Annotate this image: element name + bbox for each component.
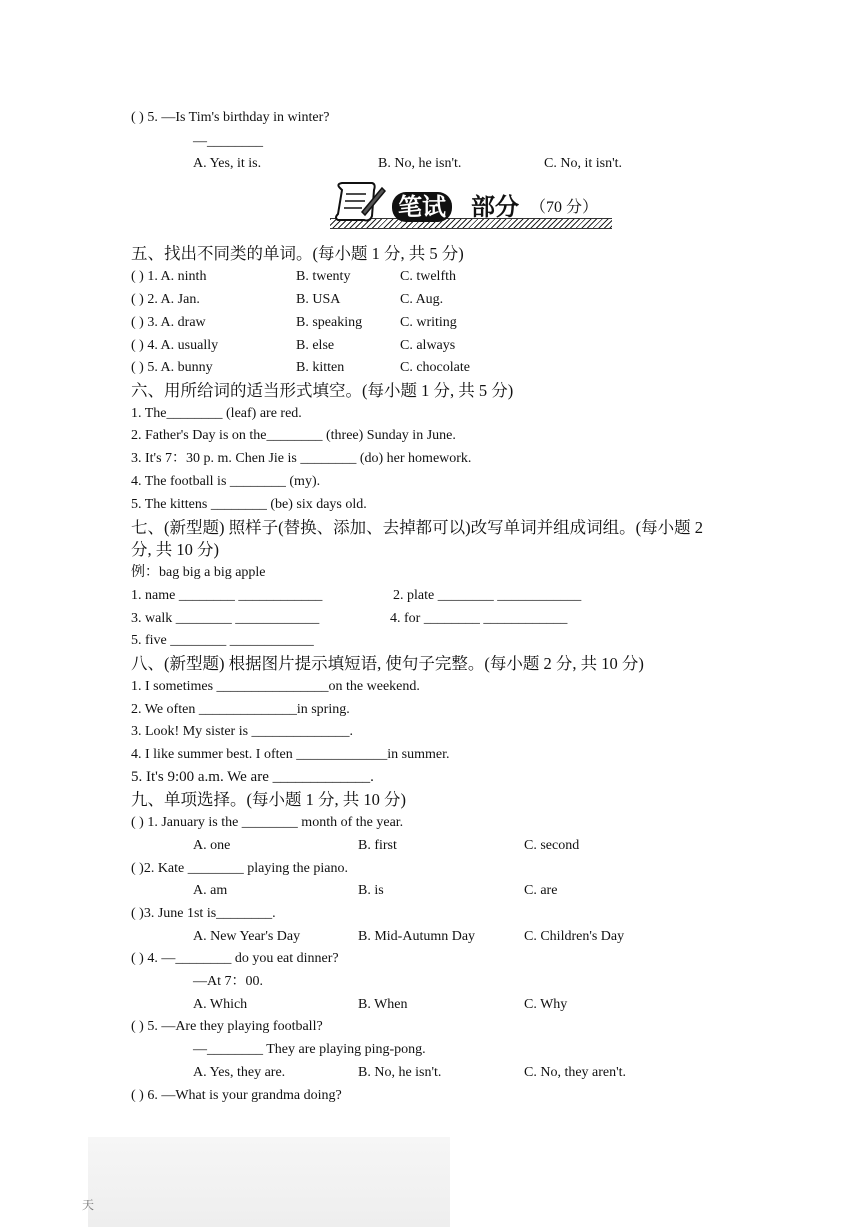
sec5-row-1-b: B. twenty: [296, 269, 351, 284]
sec9-q3-stem: ( )3. June 1st is________.: [131, 906, 276, 921]
sec5-row-5-c: C. chocolate: [400, 360, 470, 375]
sec6-item-3: 3. It's 7：30 p. m. Chen Jie is ________ (do) her homework.: [131, 451, 472, 466]
sec9-q5-option-a: A. Yes, they are.: [193, 1065, 286, 1080]
sec9-q2-stem: ( )2. Kate ________ playing the piano.: [131, 861, 348, 876]
sec9-q3-option-c: C. Children's Day: [524, 929, 625, 944]
sec9-q4-reply: —At 7：00.: [193, 974, 263, 989]
sec6-item-1: 1. The________ (leaf) are red.: [131, 406, 302, 421]
banner-subtitle: 部分: [471, 193, 519, 221]
sec7-example: 例：bag big a big apple: [131, 565, 266, 580]
sec8-item-4: 4. I like summer best. I often _____________in summer.: [131, 747, 450, 762]
sec9-heading: 九、单项选择。(每小题 1 分, 共 10 分): [131, 790, 406, 809]
sec7-heading-line2: 分, 共 10 分): [131, 540, 219, 559]
sec7-heading-line1: 七、(新型题) 照样子(替换、添加、去掉都可以)改写单词并组成词组。(每小题 2: [131, 518, 703, 537]
sec6-item-4: 4. The football is ________ (my).: [131, 474, 321, 489]
top-q5-answer-line: —________: [193, 134, 263, 149]
written-part-banner: [326, 180, 616, 236]
sec9-q4-stem: ( ) 4. —________ do you eat dinner?: [131, 951, 339, 966]
sec9-q4-option-a: A. Which: [193, 997, 248, 1012]
sec5-row-3-a: ( ) 3. A. draw: [131, 315, 206, 330]
sec9-q2-option-a: A. am: [193, 883, 228, 898]
sec7-item-2: 2. plate ________ ____________: [393, 588, 582, 603]
sec9-q5-option-b: B. No, he isn't.: [358, 1065, 442, 1080]
sec5-row-4-b: B. else: [296, 338, 335, 353]
corner-mark: 天: [82, 1198, 95, 1212]
sec5-row-2-a: ( ) 2. A. Jan.: [131, 292, 200, 307]
sec9-q1-option-b: B. first: [358, 838, 397, 853]
sec9-q5-stem: ( ) 5. —Are they playing football?: [131, 1019, 323, 1034]
sec8-item-1: 1. I sometimes ________________on the weekend.: [131, 679, 420, 694]
top-q5-stem: ( ) 5. —Is Tim's birthday in winter?: [131, 110, 330, 125]
sec5-row-1-c: C. twelfth: [400, 269, 456, 284]
sec7-item-5: 5. five ________ ____________: [131, 633, 314, 648]
sec8-item-5: 5. It's 9:00 a.m. We are _____________.: [131, 769, 374, 785]
top-q5-option-c: C. No, it isn't.: [544, 156, 622, 171]
sec9-q4-option-c: C. Why: [524, 997, 568, 1012]
sec6-heading: 六、用所给词的适当形式填空。(每小题 1 分, 共 5 分): [131, 381, 514, 400]
sec7-item-4: 4. for ________ ____________: [390, 611, 568, 626]
sec8-heading: 八、(新型题) 根据图片提示填短语, 使句子完整。(每小题 2 分, 共 10 分): [131, 654, 644, 673]
banner-score: （70 分）: [530, 199, 599, 216]
sec8-item-2: 2. We often ______________in spring.: [131, 702, 350, 717]
sec9-q1-option-a: A. one: [193, 838, 231, 853]
sec9-q1-option-c: C. second: [524, 838, 580, 853]
top-q5-option-b: B. No, he isn't.: [378, 156, 462, 171]
banner-title: 笔试: [392, 192, 452, 222]
sec9-q2-option-b: B. is: [358, 883, 384, 898]
sec5-heading: 五、找出不同类的单词。(每小题 1 分, 共 5 分): [131, 244, 464, 263]
sec7-item-3: 3. walk ________ ____________: [131, 611, 320, 626]
sec9-q1-stem: ( ) 1. January is the ________ month of the year.: [131, 815, 404, 830]
sec5-row-3-b: B. speaking: [296, 315, 363, 330]
sec7-item-1: 1. name ________ ____________: [131, 588, 323, 603]
sec9-q3-option-a: A. New Year's Day: [193, 929, 301, 944]
sec6-item-5: 5. The kittens ________ (be) six days old.: [131, 497, 367, 512]
sec5-row-2-b: B. USA: [296, 292, 341, 307]
sec5-row-1-a: ( ) 1. A. ninth: [131, 269, 207, 284]
sec6-item-2: 2. Father's Day is on the________ (three) Sunday in June.: [131, 428, 456, 443]
scroll-pen-icon: [332, 180, 386, 224]
footer-shade: [88, 1137, 450, 1227]
sec5-row-4-c: C. always: [400, 338, 456, 353]
sec8-item-3: 3. Look! My sister is ______________.: [131, 724, 354, 739]
sec9-q5-option-c: C. No, they aren't.: [524, 1065, 627, 1080]
sec9-q5-reply: —________ They are playing ping-pong.: [193, 1042, 426, 1057]
sec5-row-3-c: C. writing: [400, 315, 457, 330]
sec9-q3-option-b: B. Mid-Autumn Day: [358, 929, 476, 944]
sec5-row-5-a: ( ) 5. A. bunny: [131, 360, 213, 375]
sec5-row-2-c: C. Aug.: [400, 292, 444, 307]
sec9-q4-option-b: B. When: [358, 997, 408, 1012]
sec5-row-4-a: ( ) 4. A. usually: [131, 338, 219, 353]
sec5-row-5-b: B. kitten: [296, 360, 345, 375]
sec9-q6-stem: ( ) 6. —What is your grandma doing?: [131, 1088, 342, 1103]
sec9-q2-option-c: C. are: [524, 883, 558, 898]
top-q5-option-a: A. Yes, it is.: [193, 156, 262, 171]
